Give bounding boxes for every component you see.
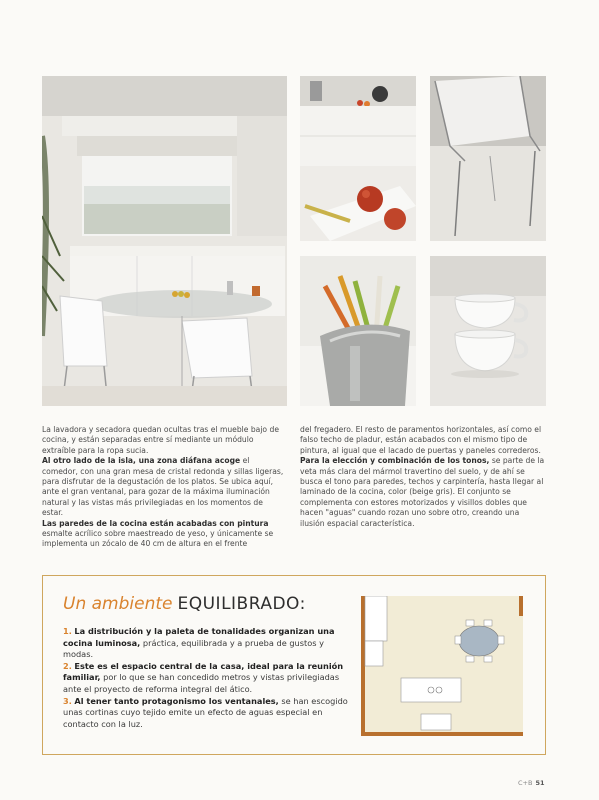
box-title [63,594,306,614]
page-number: 51 [535,779,545,787]
box-title-italic: Un ambiente [63,594,173,614]
plan-wall [361,596,365,736]
list-item: 2. Este es el espacio central de la casa, ideal para la reunión familiar, por lo que se han concedido metros y vistas privilegiadas ante el proyecto de reforma integral del ático. [63,660,344,694]
body-text-left-column [42,425,286,550]
box-title-caps: EQUILIBRADO: [177,594,306,614]
plan-island [401,678,461,702]
floor-plan [361,596,523,736]
body-text-right-column [300,425,546,529]
kitchen-dining-photo [42,76,287,406]
paragraph: La lavadora y secadora quedan ocultas tras el mueble bajo de cocina, y están separadas entre sí mediante un módulo extraíble para la ropa sucia. [42,425,279,455]
tomato-counter-photo [300,76,416,241]
paragraph: Las paredes de la cocina están acabadas con pintura esmalte acrílico sobre maestreado de yeso, y únicamente se implementa un zócalo de 40 cm de altura en el frente [42,518,274,549]
paragraph: Al otro lado de la isla, una zona diáfana acoge el comedor, con una gran mesa de cristal redonda y sillas ligeras, para disfrutar de la degustación de los platos. Se ubica aquí, ante el gran ventanal, para gozar de la máxima iluminación natural y las vistas más privilegiadas en los momentos de estar. [42,456,284,518]
plan-counter [421,714,451,730]
pencil-cup-photo [300,256,416,406]
list-item: 1. La distribución y la paleta de tonalidades organizan una cocina luminosa, práctica, equilibrada y a prueba de gustos y modas. [63,626,335,660]
cups-photo [430,256,546,406]
box-list [63,626,348,730]
plan-wall [361,732,523,736]
page-footer [518,779,545,787]
chair-photo [430,76,546,241]
plan-table [459,626,499,656]
plan-counter [365,596,387,641]
summary-box [42,575,546,755]
plan-wall [519,596,523,616]
list-item: 3. Al tener tanto protagonismo los ventanales, se han escogido unas cortinas cuyo tejido emite un efecto de aguas especial en contacto con la luz. [63,695,348,729]
magazine-name: C+B [518,779,533,787]
plan-counter [365,641,383,666]
paragraph: del fregadero. El resto de paramentos horizontales, así como el falso techo de pladur, están acabados con el mismo tipo de pintura, al igual que el lacado de puertas y paneles correderos. [300,425,542,455]
paragraph: Para la elección y combinación de los tonos, se parte de la veta más clara del mármol travertino del suelo, y de ahí se busca el tono para paredes, techos y carpintería, hasta llegar al laminado de la cocina, color (beige gris). El conjunto se complementa con estores motorizados y visillos dobles que hacen "aguas" cuando rozan uno sobre otro, creando una ilusión espacial característica. [300,456,545,528]
